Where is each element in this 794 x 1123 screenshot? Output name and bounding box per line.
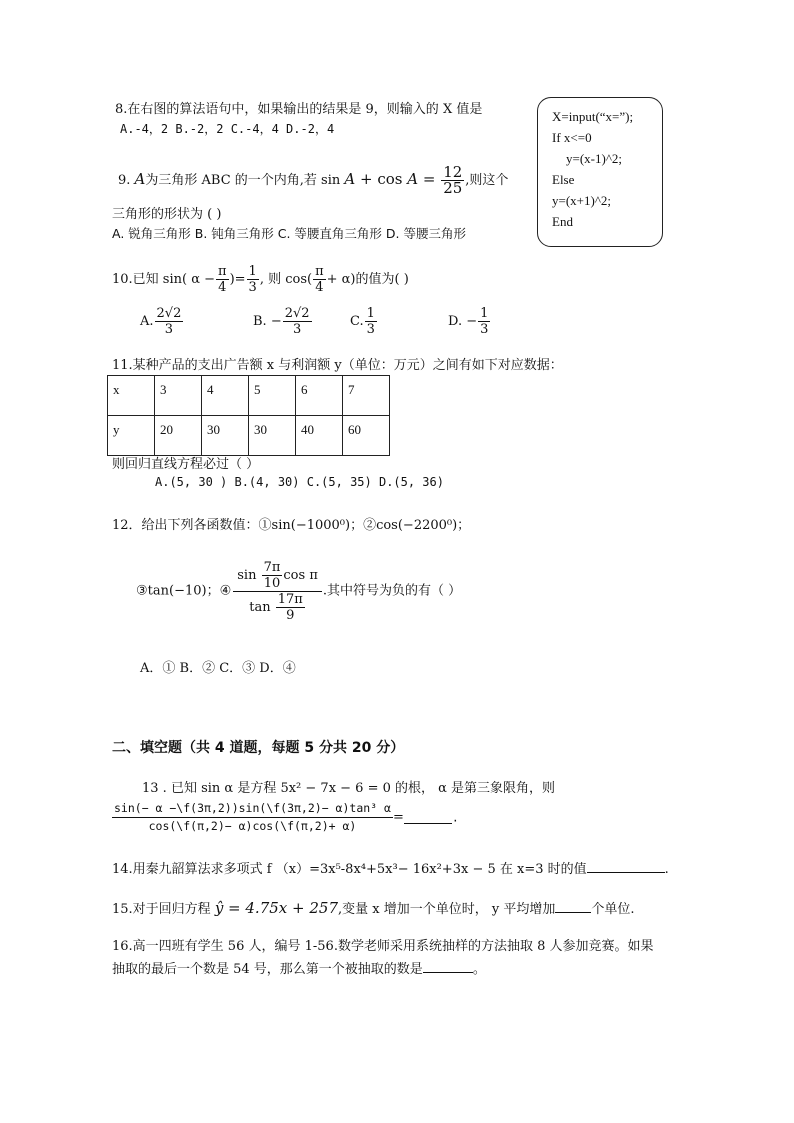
code-line: If x<=0 — [552, 130, 592, 145]
q11-stem: 11.某种产品的支出广告额 x 与利润额 y（单位：万元）之间有如下对应数据： — [112, 358, 563, 373]
q9-options: A. 锐角三角形 B. 钝角三角形 C. 等腰直角三角形 D. 等腰三角形 — [112, 226, 466, 241]
table-cell: 5 — [249, 376, 296, 416]
q13-fraction: $\frac{\text{sin(− α −\textbackslash{}f(3π,2))sin(\textbackslash{}f(3π,2)− α)tan³ α}}{\cos(\backslash f(\pi,2)- \alpha)\cos(\backslash f(\pi,2)+ \alpha)}$ = . — [114, 801, 459, 833]
q12-stem: 12．给出下列各函数值：①sin(−1000⁰)；②cos(−2200⁰)； — [112, 518, 471, 533]
q10-stem: 10.已知 sin( α − $\frac{\pi}{4}$ )= $\frac{1}{3}$ , 则 cos( $\frac{\pi}{4}$ + α)的值为( ) — [112, 264, 409, 295]
algorithm-code-box — [537, 97, 663, 247]
q16-line2: 抽取的最后一个数是 54 号，那么第一个被抽取的数是 。 — [112, 962, 486, 977]
q11-after: 则回归直线方程必过（ ） — [112, 457, 260, 472]
code-line: y=(x+1)^2; — [552, 193, 612, 208]
code-line: y=(x-1)^2; — [566, 151, 623, 166]
q12-big-fraction: sin $\frac{7\pi}{10}$ cos π tan $\frac{17\pi}{9}$ — [233, 560, 322, 623]
q14-stem: 14.用秦九韶算法求多项式 f （x）=3x⁵-8x⁴+5x³− 16x²+3x − 5 在 x=3 时的值 . — [112, 862, 669, 877]
table-cell: 30 — [202, 416, 249, 456]
code-line: X=input(“x=”); — [552, 109, 634, 124]
section-title: 二、填空题（共 4 道题，每题 5 分共 20 分） — [112, 740, 405, 756]
q8-options: A.-4，2 B.-2，2 C.-4，4 D.-2，4 — [120, 122, 335, 136]
table-cell: 7 — [343, 376, 390, 416]
table-cell: 40 — [296, 416, 343, 456]
q10-option-d: D. − $\frac{1}{3}$ — [448, 306, 489, 337]
answer-blank[interactable] — [423, 960, 473, 973]
q8-stem: 8.在右图的算法语句中，如果输出的结果是 9，则输入的 X 值是 — [115, 102, 483, 117]
q12-expression: ③tan(−10)；④ sin $\frac{7\pi}{10}$ cos π tan $\frac{17\pi}{9}$ .其中符号为负的有（ ） — [136, 560, 462, 623]
q11-data-table — [107, 375, 390, 456]
q16-line1: 16.高一四班有学生 56 人，编号 1-56.数学老师采用系统抽样的方法抽取 8 人参加竞赛。如果 — [112, 939, 654, 954]
q9-line2: 三角形的形状为 ( ) — [112, 207, 222, 222]
q10-option-a: A. $\frac{2√2}{3}$ — [140, 306, 182, 337]
table-cell: 4 — [202, 376, 249, 416]
q10-option-b: B. − $\frac{2√2}{3}$ — [253, 306, 310, 337]
table-row — [108, 376, 390, 416]
answer-blank[interactable] — [404, 811, 452, 824]
table-cell: 30 — [249, 416, 296, 456]
table-cell: 60 — [343, 416, 390, 456]
answer-blank[interactable] — [587, 860, 665, 873]
q12-options: A．① B．② C．③ D．④ — [140, 661, 296, 676]
code-line: Else — [552, 172, 575, 187]
table-cell: y — [108, 416, 155, 456]
q9-stem: 9. A为三角形 ABC 的一个内角,若 sin A + cos A = $\frac{12}{25}$ ,则这个 — [118, 163, 509, 197]
table-row — [108, 416, 390, 456]
q11-options: A.(5, 30 ) B.(4, 30) C.(5, 35) D.(5, 36) — [155, 475, 444, 489]
q13-line1: 13 . 已知 sin α 是方程 5x² − 7x − 6 = 0 的根， α 是第三象限角，则 — [142, 781, 556, 796]
q9-fraction: $\frac{12}{25}$ — [443, 163, 463, 197]
q10-option-c: C. $\frac{1}{3}$ — [350, 306, 375, 337]
table-cell: 3 — [155, 376, 202, 416]
answer-blank[interactable] — [555, 900, 591, 913]
table-cell: 20 — [155, 416, 202, 456]
q15-stem: 15.对于回归方程 ŷ = 4.75x + 257,变量 x 增加一个单位时， y 平均增加 个单位. — [112, 899, 635, 917]
table-cell: 6 — [296, 376, 343, 416]
table-cell: x — [108, 376, 155, 416]
code-line: End — [552, 214, 573, 229]
